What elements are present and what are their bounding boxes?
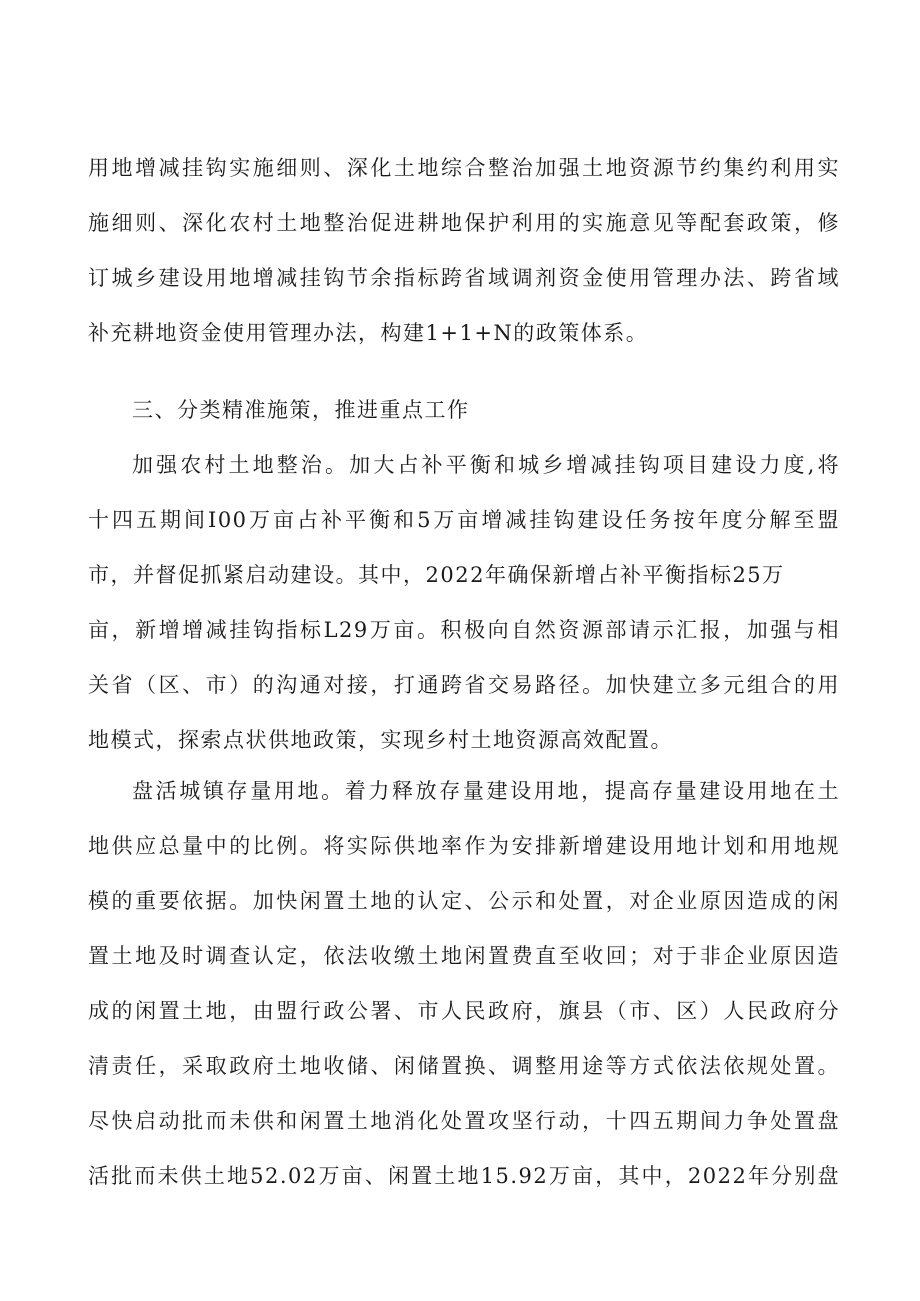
section-heading: 三、分类精准施策，推进重点工作 xyxy=(132,398,470,422)
paragraph-3-line: 地供应总量中的比例。将实际供地率作为安排新增建设用地计划和用地规 xyxy=(88,834,840,858)
paragraph-1-line: 施细则、深化农村土地整治促进耕地保护利用的实施意见等配套政策，修 xyxy=(88,211,840,235)
paragraph-3-line: 尽快启动批而未供和闲置土地消化处置攻坚行动，十四五期间力争处置盘 xyxy=(88,1109,840,1133)
paragraph-1-line: 补充耕地资金使用管理办法，构建1+1+N的政策体系。 xyxy=(88,321,649,345)
paragraph-2-line: 市，并督促抓紧启动建设。其中，2022年确保新增占补平衡指标25万 xyxy=(88,563,785,587)
paragraph-3-line: 盘活城镇存量用地。着力释放存量建设用地，提高存量建设用地在土 xyxy=(132,779,840,803)
paragraph-3-line: 活批而未供土地52.02万亩、闲置土地15.92万亩，其中，2022年分别盘 xyxy=(88,1164,840,1188)
paragraph-2-line: 地模式，探索点状供地政策，实现乡村土地资源高效配置。 xyxy=(88,728,673,752)
paragraph-2-line: 加强农村土地整治。加大占补平衡和城乡增减挂钩项目建设力度,将 xyxy=(132,453,840,477)
paragraph-3-line: 置土地及时调查认定，依法收缴土地闲置费直至收回；对于非企业原因造 xyxy=(88,944,840,968)
paragraph-2-line: 十四五期间I00万亩占补平衡和5万亩增减挂钩建设任务按年度分解至盟 xyxy=(88,508,840,532)
paragraph-1-line: 用地增减挂钩实施细则、深化土地综合整治加强土地资源节约集约利用实 xyxy=(88,156,840,180)
paragraph-3-line: 模的重要依据。加快闲置土地的认定、公示和处置，对企业原因造成的闲 xyxy=(88,889,840,913)
paragraph-3-line: 清责任，采取政府土地收储、闲储置换、调整用途等方式依法依规处置。 xyxy=(88,1054,840,1078)
paragraph-1-line: 订城乡建设用地增减挂钩节余指标跨省域调剂资金使用管理办法、跨省域 xyxy=(88,266,840,290)
paragraph-2-line: 关省（区、市）的沟通对接，打通跨省交易路径。加快建立多元组合的用 xyxy=(88,673,840,697)
paragraph-3-line: 成的闲置土地，由盟行政公署、市人民政府，旗县（市、区）人民政府分 xyxy=(88,999,840,1023)
paragraph-2-line: 亩，新增增减挂钩指标L29万亩。积极向自然资源部请示汇报，加强与相 xyxy=(88,618,840,642)
